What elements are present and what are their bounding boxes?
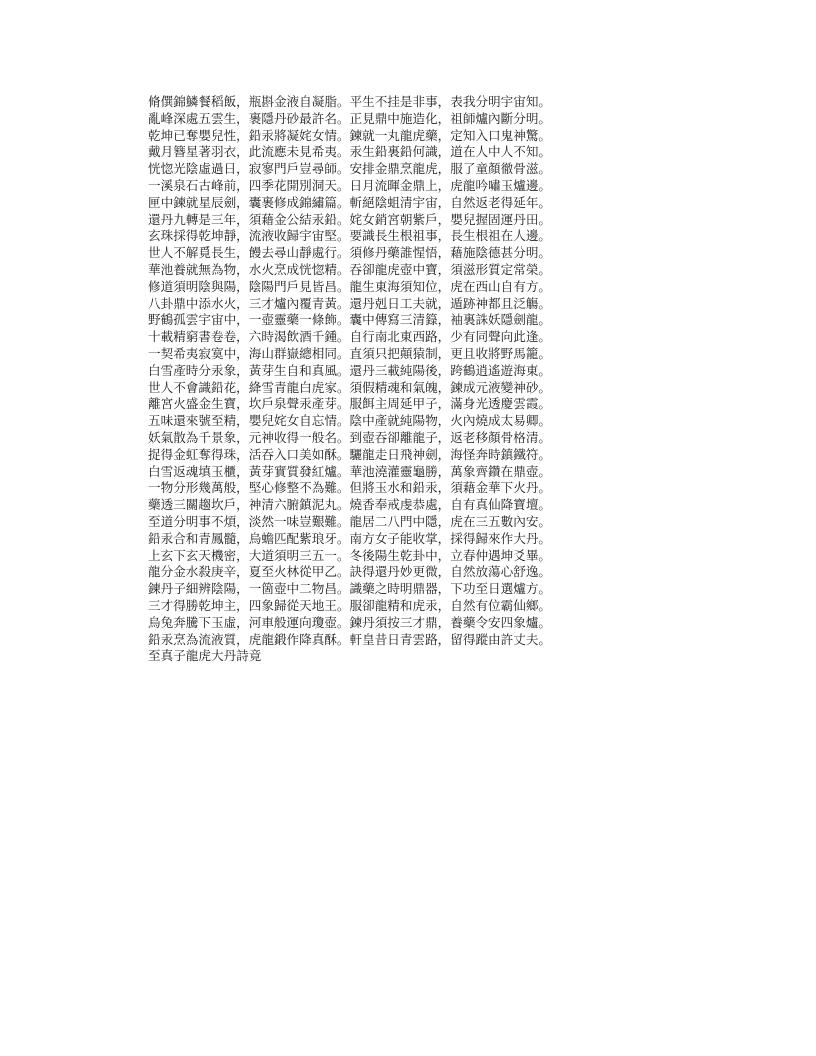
text-line: 八卦鼎中添水火，三才爐內覆青黃。還丹剋日工夫就，遁跡神都且泛觴。 bbox=[148, 295, 551, 311]
text-line: 野鶴孤雲宇宙中，一壺靈藥一條飾。囊中傳寫三清籙，袖裏誅妖隱劍龍。 bbox=[148, 312, 551, 328]
text-line: 十載精窮書卷卷，六時渴飲酒千鍾。自行南北東西路，少有同聲向此逢。 bbox=[148, 329, 551, 345]
text-line: 離宮火盛金生寶，坎戶泉聲汞產芽。服餌主周延甲子，滿身光透慶雲霞。 bbox=[148, 396, 551, 412]
text-line: 白雪產時分汞象，黃芽生自和真風。還丹三載純陽後，跨鶴逍遙遊海東。 bbox=[148, 362, 551, 378]
text-line: 至道分明事不煩，淡然一味豈艱難。龍居二八門中隱，虎在三五數內安。 bbox=[148, 513, 551, 529]
text-line: 鉛汞烹為流液質，虎龍鍛作降真酥。軒皇昔日青雲路，留得蹤由許丈夫。 bbox=[148, 631, 551, 647]
text-line: 藥透三關趨坎戶，神清六腑鎮泥丸。燒香奉戒虔恭處，自有真仙降寶壇。 bbox=[148, 497, 551, 513]
text-line: 龍分金水殺庚辛，夏至火林從甲乙。訣得還丹妙更微，自然放蕩心舒逸。 bbox=[148, 564, 551, 580]
text-line: 五味還來號至精，嬰兒姹女自忘情。陰中產就純陽物，火內燒成太易卿。 bbox=[148, 413, 551, 429]
text-line: 匣中鍊就星辰劍，囊裹修成錦繡篇。斬絕陰蛆清宇宙，自然返老得延年。 bbox=[148, 194, 551, 210]
text-line: 鍊丹子細辨陰陽，一箇壺中二物昌。識藥之時明鼎器，下功至日選爐方。 bbox=[148, 581, 551, 597]
text-line: 華池養就無為物，水火烹成恍惚精。吞卻龍虎壺中寶，須滋形質定常榮。 bbox=[148, 261, 551, 277]
text-line: 乾坤已奪嬰兒性，鉛汞將凝姹女情。鍊就一丸龍虎藥，定知入口鬼神驚。 bbox=[148, 127, 551, 143]
text-line: 三才得勝乾坤主，四象歸從天地王。服卻龍精和虎汞，自然有位霸仙鄉。 bbox=[148, 597, 551, 613]
text-line: 捉得金虹奪得珠，活吞入口美如酥。驪龍走日飛神劍，海怪奔時鎮鐵符。 bbox=[148, 446, 551, 462]
text-line: 修道須明陰與陽，陰陽門戶見皆昌。龍生東海須知位，虎在西山自有方。 bbox=[148, 278, 551, 294]
text-line: 鉛汞合和青鳳髓，烏蟾匹配紫琅牙。南方女子能收掌，採得歸來作大丹。 bbox=[148, 530, 551, 546]
text-line: 還丹九轉是三年，須藉金公結汞鉛。姹女銷宮朝紫戶，嬰兒握固運丹田。 bbox=[148, 211, 551, 227]
closing-line: 至真子龍虎大丹詩竟 bbox=[148, 648, 262, 664]
text-line: 亂峰深處五雲生，裹隱丹砂最許名。正見鼎中施造化，祖師爐內斷分明。 bbox=[148, 110, 551, 126]
text-line: 恍惚光陰虛過日，寂寥門戶豈尋師。安排金鼎烹龍虎，服了童顏徹骨滋。 bbox=[148, 161, 551, 177]
text-line: 脩僎錦鱗餐稻飯，瓶斟金液自凝脂。平生不挂是非事，表我分明宇宙知。 bbox=[148, 94, 551, 109]
text-line: 烏兔奔騰下玉虛，河車般運向瓊壺。鍊丹須按三才鼎，養藥令安四象爐。 bbox=[148, 614, 551, 630]
text-line: 妖氣散為千景象，元神收得一般名。到壺吞卻離龍子，返老移顏骨格清。 bbox=[148, 429, 551, 445]
text-line: 世人不解覓長生，饅去尋山靜處行。須修丹藥誰惺悟，藉施陰德甚分明。 bbox=[148, 245, 551, 261]
text-line: 世人不會識鉛花，絳雪青龍白虎家。須假精魂和氣魄，鍊成元液變神砂。 bbox=[148, 379, 551, 395]
text-line: 一物分形幾萬般，堅心修整不為難。但將玉水和鉛汞，須藉金華下火丹。 bbox=[148, 480, 551, 496]
poem-text-block bbox=[148, 94, 618, 665]
text-line: 白雪返魂填玉櫃，黃芽實質發紅爐。華池澆灌靈龜勝，萬象齊鑽在鼎壺。 bbox=[148, 463, 551, 479]
text-line: 一溪泉石古峰前，四季花開別洞天。日月流暉金鼎上，虎龍吟嘯玉爐邊。 bbox=[148, 177, 551, 193]
text-line: 上玄下玄天機密，大道須明三五一。冬後陽生乾卦中，立春仲遇坤爻畢。 bbox=[148, 547, 551, 563]
text-line: 一契希夷寂寞中，海山群嶽總相同。直須只把顛猿制，更且收將野馬籠。 bbox=[148, 345, 551, 361]
text-line: 玄珠採得乾坤靜，流液收歸宇宙堅。要識長生根祖事，長生根祖在人邊。 bbox=[148, 228, 551, 244]
text-line: 戴月簪星著羽衣，此流應未見希夷。汞生鉛裏鉛何識，道在人中人不知。 bbox=[148, 144, 551, 160]
